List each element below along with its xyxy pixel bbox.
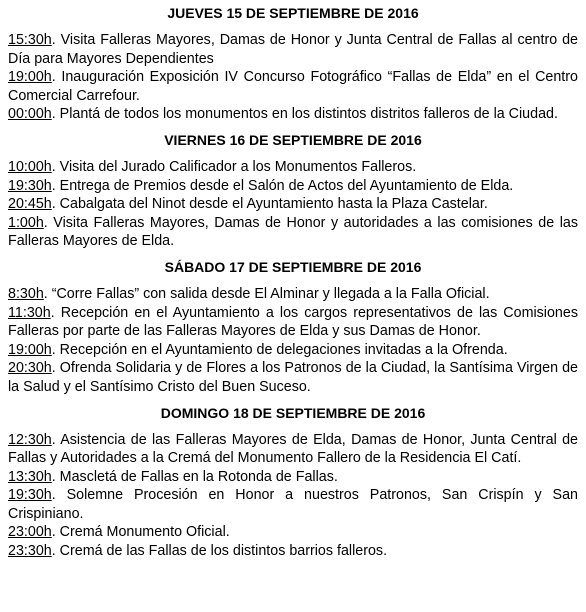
event-entry <box>8 68 578 105</box>
event-entry <box>8 341 578 360</box>
event-time: 1:00h <box>8 214 44 231</box>
event-time: 8:30h <box>8 285 44 302</box>
event-text: . Ofrenda Solidaria y de Flores a los Patronos de la Ciudad, la Santísima Virgen de la Salud y el Santísimo Cristo del Buen Suceso. <box>8 360 578 395</box>
event-time: 23:30h <box>8 543 52 560</box>
event-time: 19:30h <box>8 487 52 504</box>
event-entry <box>8 195 578 214</box>
event-text: . “Corre Fallas” con salida desde El Alminar y llegada a la Falla Oficial. <box>43 285 490 302</box>
event-text: . Cabalgata del Ninot desde el Ayuntamiento hasta la Plaza Castelar. <box>51 196 488 213</box>
event-text: . Asistencia de las Falleras Mayores de Elda, Damas de Honor, Junta Central de Fallas y Autoridades a la Cremá del Monumento Fallero de la Residencia El Catí. <box>8 431 578 467</box>
event-text: . Recepción en el Ayuntamiento de delegaciones invitadas a la Ofrenda. <box>51 341 508 358</box>
event-text: . Visita del Jurado Calificador a los Monumentos Falleros. <box>51 158 417 175</box>
day-heading: JUEVES 15 DE SEPTIEMBRE DE 2016 <box>167 5 419 21</box>
event-entry <box>8 214 578 251</box>
event-entry <box>8 523 578 542</box>
event-time: 20:30h <box>8 360 52 377</box>
event-entry <box>8 486 578 523</box>
event-text: . Visita Falleras Mayores, Damas de Honor y autoridades a las comisiones de las Falleras Mayores de Elda. <box>8 214 578 250</box>
event-text: . Visita Falleras Mayores, Damas de Honor y Junta Central de Fallas al centro de Día para Mayores Dependientes <box>8 32 578 67</box>
event-entry <box>8 105 578 124</box>
event-entry <box>8 468 578 487</box>
event-text: . Solemne Procesión en Honor a nuestros Patronos, San Crispín y San Crispiniano. <box>8 487 578 522</box>
event-entry <box>8 542 578 561</box>
event-entry <box>8 158 578 177</box>
event-time: 15:30h <box>8 32 52 48</box>
event-text: . Entrega de Premios desde el Salón de Actos del Ayuntamiento de Elda. <box>51 177 514 194</box>
event-entry <box>8 304 578 341</box>
day-section-friday <box>8 132 578 251</box>
event-time: 19:00h <box>8 341 52 358</box>
event-time: 10:00h <box>8 158 52 175</box>
event-text: . Recepción en el Ayuntamiento a los cargos representativos de las Comisiones Falleras por parte de las Falleras Mayores de Elda y sus Damas de Honor. <box>8 304 578 340</box>
event-text: . Plantá de todos los monumentos en los distintos distritos falleros de la Ciudad. <box>51 106 558 123</box>
day-section-thursday <box>8 5 578 124</box>
day-section-saturday <box>8 259 578 397</box>
event-entry <box>8 359 578 396</box>
event-time: 23:00h <box>8 524 52 541</box>
event-entry <box>8 177 578 196</box>
event-time: 20:45h <box>8 196 52 213</box>
day-heading: DOMINGO 18 DE SEPTIEMBRE DE 2016 <box>160 404 426 421</box>
event-time: 19:30h <box>8 177 52 194</box>
event-text: . Inauguración Exposición IV Concurso Fotográfico “Fallas de Elda” en el Centro Comercial Carrefour. <box>8 69 578 104</box>
day-heading: VIERNES 16 DE SEPTIEMBRE DE 2016 <box>164 131 422 148</box>
event-time: 11:30h <box>8 304 51 321</box>
event-text: . Cremá Monumento Oficial. <box>51 524 230 541</box>
event-time: 13:30h <box>8 468 52 485</box>
day-heading: SÁBADO 17 DE SEPTIEMBRE DE 2016 <box>164 258 422 275</box>
event-time: 00:00h <box>8 106 52 123</box>
event-entry <box>8 285 578 304</box>
event-text: . Cremá de las Fallas de los distintos barrios falleros. <box>51 543 388 560</box>
event-text: . Mascletá de Fallas en la Rotonda de Fallas. <box>51 468 338 485</box>
event-entry <box>8 31 578 68</box>
day-section-sunday <box>8 405 578 561</box>
event-time: 19:00h <box>8 69 52 86</box>
event-time: 12:30h <box>8 431 52 448</box>
event-entry <box>8 431 578 468</box>
